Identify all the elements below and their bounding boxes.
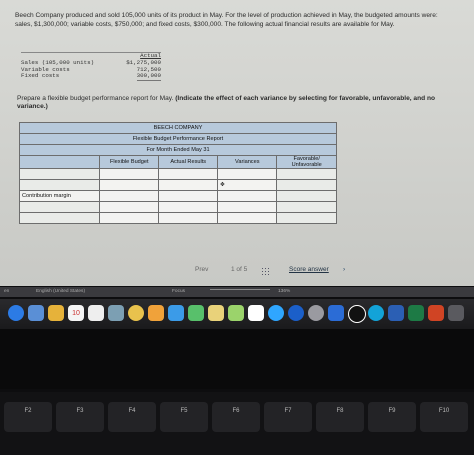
keyboard-function-row [0, 392, 474, 455]
safari-icon[interactable] [8, 305, 24, 321]
report-company: BEECH COMPANY [20, 123, 337, 134]
chevron-right-icon[interactable]: › [343, 266, 346, 273]
actual-row-value: $1,275,000 [126, 58, 161, 66]
fav-unfav-select[interactable] [277, 213, 337, 224]
key-label: F8 [336, 408, 344, 414]
row-label-input[interactable] [20, 180, 100, 191]
actual-input[interactable] [159, 169, 218, 180]
actual-row-label: Sales (105,000 units) [21, 58, 95, 66]
contribution-margin-label: Contribution margin [20, 191, 100, 202]
word-status-bar [0, 287, 474, 297]
actual-row-value: 712,500 [136, 65, 161, 73]
key-f5[interactable] [160, 402, 208, 432]
reminders-icon[interactable] [88, 305, 104, 321]
col-label-blank [20, 156, 100, 169]
fav-unfav-select[interactable] [277, 169, 337, 180]
textedit-icon[interactable] [248, 305, 264, 321]
grid-icon[interactable] [261, 267, 270, 276]
zoom-level[interactable]: 136% [278, 289, 291, 294]
variance-input[interactable] [218, 180, 277, 191]
variance-input[interactable] [218, 202, 277, 213]
notes-icon[interactable] [48, 305, 64, 321]
pagination [195, 266, 355, 278]
key-f9[interactable] [368, 402, 416, 432]
key-label: F4 [128, 408, 136, 414]
calendar-icon[interactable]: 10 [68, 305, 84, 321]
books-icon[interactable] [148, 305, 164, 321]
maps-icon[interactable] [108, 305, 124, 321]
row-label-input[interactable] [20, 213, 100, 224]
key-label: F2 [24, 408, 32, 414]
settings-icon[interactable] [308, 305, 324, 321]
numbers-icon[interactable] [228, 305, 244, 321]
c-app-icon[interactable] [368, 305, 384, 321]
key-f6[interactable] [212, 402, 260, 432]
b-app-icon[interactable] [348, 305, 366, 323]
col-actual-results: Actual Results [159, 156, 218, 169]
fav-unfav-select[interactable] [277, 202, 337, 213]
dock [0, 299, 474, 329]
key-label: F7 [284, 408, 292, 414]
word-shortcut-icon[interactable] [328, 305, 344, 321]
key-f4[interactable] [108, 402, 156, 432]
row-label-input[interactable] [20, 169, 100, 180]
app-store-icon[interactable] [168, 305, 184, 321]
preview-icon[interactable] [28, 305, 44, 321]
flexible-input[interactable] [100, 169, 159, 180]
actual-input[interactable] [159, 191, 218, 202]
key-f10[interactable] [420, 402, 468, 432]
flexible-input[interactable] [100, 213, 159, 224]
key-label: F6 [232, 408, 240, 414]
actual-row-value: 300,000 [136, 72, 161, 80]
prev-button[interactable]: Prev [195, 266, 209, 273]
instructions-plain: Prepare a flexible budget performance report for May. [17, 95, 176, 102]
key-label: F5 [180, 408, 188, 414]
page-indicator: 1 of 5 [231, 266, 248, 273]
key-label: F9 [388, 408, 396, 414]
messages-icon[interactable] [188, 305, 204, 321]
actual-row-label: Fixed costs [21, 72, 60, 80]
flexible-input[interactable] [100, 202, 159, 213]
focus-button[interactable]: Focus [172, 289, 186, 294]
performance-report-table [19, 122, 337, 224]
fav-unfav-select[interactable] [277, 191, 337, 202]
key-label: F10 [438, 408, 450, 414]
col-flexible-budget: Flexible Budget [100, 156, 159, 169]
instructions [17, 95, 457, 111]
zoom-slider[interactable] [210, 289, 270, 290]
key-f2[interactable] [4, 402, 52, 432]
instructions-bold: (Indicate the effect of each variance by selecting for favorable, unfavorable, and no variance.) [17, 95, 436, 111]
key-f7[interactable] [264, 402, 312, 432]
key-label: F3 [76, 408, 84, 414]
photos-icon[interactable] [128, 305, 144, 321]
actual-input[interactable] [159, 213, 218, 224]
key-f3[interactable] [56, 402, 104, 432]
row-label-input[interactable] [20, 202, 100, 213]
powerpoint-icon[interactable] [428, 305, 444, 321]
col-variances: Variances [218, 156, 277, 169]
flexible-input[interactable] [100, 180, 159, 191]
excel-icon[interactable] [408, 305, 424, 321]
stocks-icon[interactable] [208, 305, 224, 321]
variance-input[interactable] [218, 213, 277, 224]
variance-input[interactable] [218, 191, 277, 202]
status-lang-code: en [4, 289, 10, 294]
screen-bezel [0, 329, 474, 389]
score-answer-link[interactable]: Score answer [289, 266, 329, 273]
col-fav-unfav: Favorable/ Unfavorable [277, 156, 337, 169]
actual-row-label: Variable costs [21, 65, 70, 73]
fav-unfav-select[interactable] [277, 180, 337, 191]
variance-input[interactable] [218, 169, 277, 180]
actual-header: Actual [140, 52, 161, 59]
key-f8[interactable] [316, 402, 364, 432]
actual-input[interactable] [159, 202, 218, 213]
flexible-input[interactable] [100, 191, 159, 202]
word-icon[interactable] [388, 305, 404, 321]
facetime-icon[interactable] [288, 305, 304, 321]
actual-results-block [21, 52, 161, 81]
problem-intro: Beech Company produced and sold 105,000 units of its product in May. For the level of production achieved in May, the budgeted amounts were: sales, $1,300,000; variable costs, $750,000; and fixed costs, $300,000. The following actual financial results are available for May. [15, 12, 438, 28]
actual-input[interactable] [159, 180, 218, 191]
report-title: Flexible Budget Performance Report [20, 134, 337, 145]
trash-icon[interactable] [448, 305, 464, 321]
report-period: For Month Ended May 31 [20, 145, 337, 156]
cursor-icon: ✥ [220, 182, 225, 188]
zoom-app-icon[interactable] [268, 305, 284, 321]
status-language[interactable]: English (United States) [36, 289, 86, 294]
